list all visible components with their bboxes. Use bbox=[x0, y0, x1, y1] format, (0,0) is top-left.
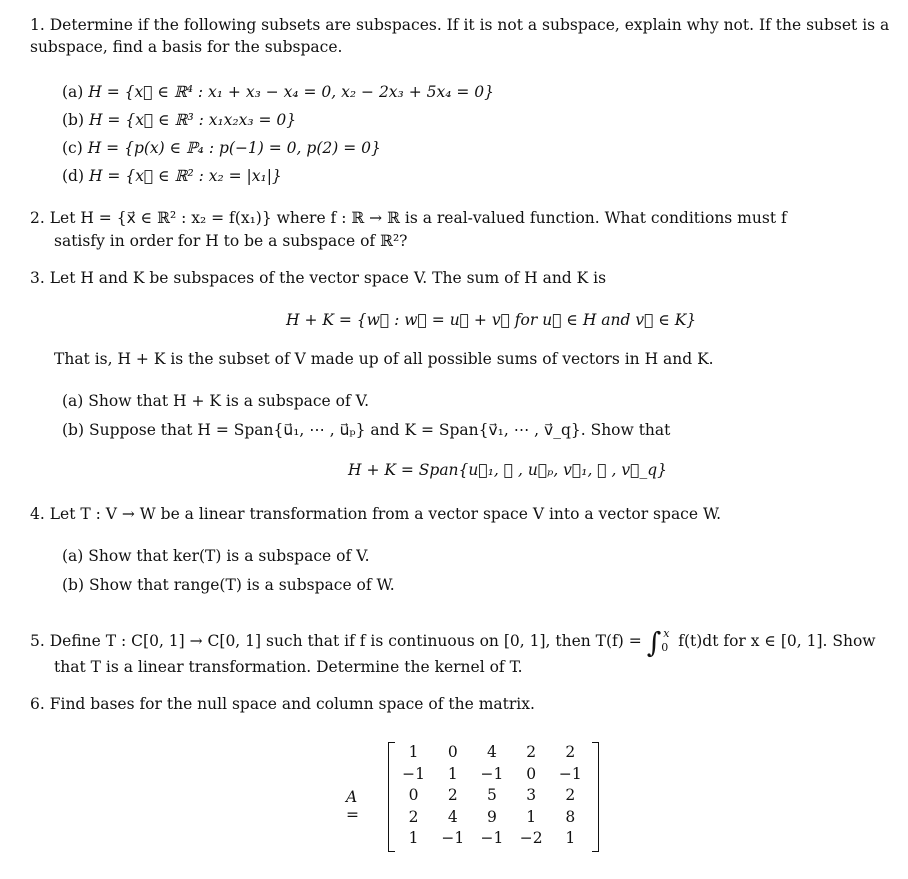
matrix-row bbox=[398, 764, 594, 786]
problem-6-number: 6. bbox=[30, 695, 45, 713]
integral-sign: ∫ bbox=[646, 626, 662, 659]
problem-3-display2: H + K = Span{u⃗₁, ⋯ , u⃗ₚ, v⃗₁, ⋯ , v⃗_q} bbox=[348, 461, 667, 479]
matrix-cell: 9 bbox=[487, 807, 497, 826]
matrix-cell: −1 bbox=[441, 829, 465, 848]
matrix-row bbox=[398, 828, 594, 850]
problem-1-text: Determine if the following subsets are subspaces. If it is not a subspace, explain why not. If the subset is a subspace, find a basis for the subspace. bbox=[30, 16, 890, 56]
problem-1d bbox=[62, 166, 282, 186]
matrix-grid bbox=[398, 742, 594, 850]
problem-4b bbox=[62, 575, 395, 595]
item-label: (b) bbox=[62, 576, 85, 594]
item-label: (d) bbox=[62, 167, 85, 185]
matrix-row bbox=[398, 807, 594, 829]
matrix-cell: −1 bbox=[558, 764, 582, 783]
matrix-cell: 1 bbox=[565, 829, 576, 848]
matrix-cell: 2 bbox=[408, 807, 419, 826]
problem-3-intro: Let H and K be subspaces of the vector space V. The sum of H and K is bbox=[49, 269, 607, 287]
problem-5-line2: that T is a linear transformation. Determine the kernel of T. bbox=[54, 658, 523, 676]
matrix-cell: 1 bbox=[526, 807, 537, 826]
matrix-cell: 3 bbox=[526, 786, 537, 805]
integral-upper: x bbox=[663, 627, 670, 640]
matrix-row bbox=[398, 785, 594, 807]
problem-3-number: 3. bbox=[30, 269, 45, 287]
problem-1a bbox=[62, 82, 494, 102]
matrix-cell: −1 bbox=[480, 764, 504, 783]
problem-2-number: 2. bbox=[30, 209, 45, 227]
matrix-cell: 2 bbox=[447, 786, 458, 805]
item-label: (a) bbox=[62, 547, 84, 565]
item-label: (b) bbox=[62, 421, 85, 439]
item-text: Show that range(T) is a subspace of W. bbox=[88, 576, 395, 594]
item-text: Suppose that H = Span{u⃗₁, ⋯ , u⃗ₚ} and K = Span{v⃗₁, ⋯ , v⃗_q}. Show that bbox=[88, 421, 671, 439]
matrix-cell: 5 bbox=[487, 786, 497, 805]
problem-3-display: H + K = {w⃗ : w⃗ = u⃗ + v⃗ for u⃗ ∈ H and v⃗ ∈ K} bbox=[286, 311, 697, 329]
matrix-cell: 2 bbox=[565, 786, 576, 805]
problem-4 bbox=[30, 504, 721, 524]
item-label: (c) bbox=[62, 139, 83, 157]
problem-1-number: 1. bbox=[30, 16, 45, 34]
matrix-cell: 1 bbox=[408, 743, 419, 761]
matrix-cell: −1 bbox=[480, 829, 504, 848]
problem-1b bbox=[62, 110, 296, 130]
matrix-cell: −1 bbox=[402, 764, 426, 783]
problem-2 bbox=[30, 208, 787, 228]
problem-5-line1a: Define T : C[0, 1] → C[0, 1] such that if f is continuous on [0, 1], then T(f) = bbox=[49, 632, 642, 650]
matrix-cell: 1 bbox=[447, 764, 458, 783]
matrix-cell: 0 bbox=[526, 764, 537, 783]
matrix-cell: 2 bbox=[565, 743, 576, 761]
problem-4-intro: Let T : V → W be a linear transformation from a vector space V into a vector space W. bbox=[49, 505, 722, 523]
item-math: H = {x⃗ ∈ ℝ³ : x₁x₂x₃ = 0} bbox=[88, 111, 297, 129]
integral-lower: 0 bbox=[661, 641, 669, 654]
problem-6 bbox=[30, 694, 535, 714]
problem-5-number: 5. bbox=[30, 632, 45, 650]
matrix-cell: 2 bbox=[526, 743, 537, 761]
item-label: (b) bbox=[62, 111, 85, 129]
item-text: Show that H + K is a subspace of V. bbox=[88, 392, 370, 410]
problem-2-line2: satisfy in order for H to be a subspace of ℝ²? bbox=[54, 232, 408, 250]
problem-5-line1b: f(t)dt for x ∈ [0, 1]. Show bbox=[678, 632, 876, 650]
matrix-cell: 8 bbox=[565, 807, 576, 826]
item-math: H = {x⃗ ∈ ℝ² : x₂ = |x₁|} bbox=[88, 167, 282, 185]
matrix-cell: 4 bbox=[447, 807, 458, 826]
matrix-cell: 1 bbox=[408, 829, 419, 848]
matrix-cell: −2 bbox=[519, 829, 543, 848]
integral-limits bbox=[661, 626, 673, 656]
problem-6-text: Find bases for the null space and column space of the matrix. bbox=[49, 695, 535, 713]
problem-2-line1: Let H = {x⃗ ∈ ℝ² : x₂ = f(x₁)} where f : ℝ → ℝ is a real-valued function. What conditions must f bbox=[49, 209, 787, 227]
item-label: (a) bbox=[62, 83, 84, 101]
item-label: (a) bbox=[62, 392, 84, 410]
matrix-cell: 0 bbox=[447, 743, 458, 761]
problem-3a bbox=[62, 391, 369, 411]
problem-4-number: 4. bbox=[30, 505, 45, 523]
right-bracket bbox=[592, 742, 599, 852]
item-math: H = {x⃗ ∈ ℝ⁴ : x₁ + x₃ − x₄ = 0, x₂ − 2x₃ + 5x₄ = 0} bbox=[88, 83, 494, 101]
problem-4a bbox=[62, 546, 370, 566]
problem-3 bbox=[30, 268, 606, 288]
item-math: H = {p(x) ∈ ℙ₄ : p(−1) = 0, p(2) = 0} bbox=[87, 139, 381, 157]
problem-1 bbox=[30, 14, 902, 58]
matrix-cell: 0 bbox=[408, 786, 419, 805]
matrix-row bbox=[398, 742, 594, 764]
problem-1c bbox=[62, 138, 381, 158]
problem-5 bbox=[30, 626, 876, 659]
problem-3-thatis: That is, H + K is the subset of V made up of all possible sums of vectors in H and K. bbox=[54, 350, 714, 368]
matrix-label: A = bbox=[346, 788, 359, 824]
problem-3b bbox=[62, 420, 670, 440]
item-text: Show that ker(T) is a subspace of V. bbox=[88, 547, 370, 565]
matrix-cell: 4 bbox=[487, 743, 497, 761]
